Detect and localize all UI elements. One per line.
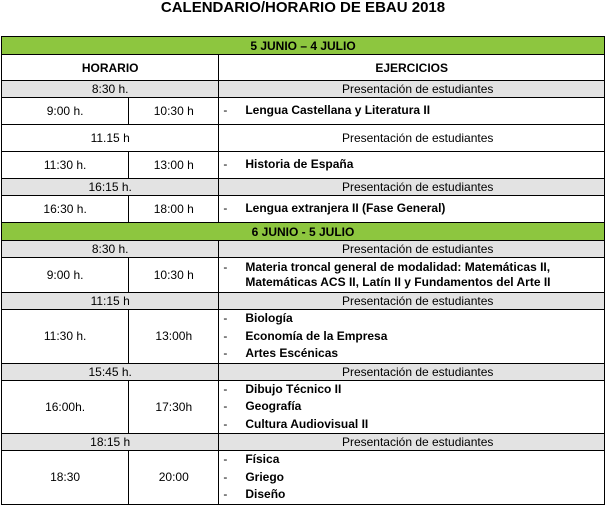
exam-end-time: 13:00h xyxy=(129,310,219,364)
schedule-table xyxy=(1,36,605,505)
presentation-time: 8:30 h. xyxy=(2,241,219,258)
subject-list xyxy=(219,310,604,363)
exam-start-time: 18:30 xyxy=(2,451,129,505)
presentation-row xyxy=(2,434,605,451)
presentation-text: Presentación de estudiantes xyxy=(219,179,605,196)
page-title: CALENDARIO/HORARIO DE EBAU 2018 xyxy=(160,0,446,16)
subject-name: Física xyxy=(245,452,280,466)
presentation-text: Presentación de estudiantes xyxy=(219,293,605,310)
presentation-time: 11.15 h xyxy=(2,125,219,152)
presentation-text: Presentación de estudiantes xyxy=(219,125,605,152)
exam-subjects xyxy=(219,310,605,364)
exam-end-time: 18:00 h xyxy=(129,196,219,223)
exam-end-time: 10:30 h xyxy=(129,98,219,125)
subject-name: Economía de la Empresa xyxy=(245,328,388,343)
exam-end-time: 13:00 h xyxy=(129,152,219,179)
subject-name: Historia de España xyxy=(245,157,354,172)
subject-name: Geografía xyxy=(245,399,302,413)
presentation-row xyxy=(2,125,605,152)
subject-item xyxy=(219,345,604,363)
exam-subjects xyxy=(219,451,605,505)
exam-row xyxy=(2,98,605,125)
block-header: 6 JUNIO - 5 JULIO xyxy=(2,223,605,241)
column-header-ejercicios: EJERCICIOS xyxy=(219,55,605,81)
block-header-row xyxy=(2,37,605,55)
subject-dash: - xyxy=(223,452,228,466)
subject-dash: - xyxy=(223,260,228,274)
subject-item xyxy=(219,381,604,399)
presentation-time: 16:15 h. xyxy=(2,179,219,196)
exam-row xyxy=(2,196,605,223)
subject-dash: - xyxy=(223,346,228,360)
subject-item xyxy=(219,451,604,469)
exam-start-time: 11:30 h. xyxy=(2,310,129,364)
subject-item xyxy=(219,102,604,120)
block-header: 5 JUNIO – 4 JULIO xyxy=(2,37,605,55)
presentation-text: Presentación de estudiantes xyxy=(219,241,605,258)
subject-dash: - xyxy=(223,487,228,501)
presentation-time: 11:15 h xyxy=(2,293,219,310)
subject-name: Artes Escénicas xyxy=(245,346,339,360)
exam-row xyxy=(2,258,605,293)
block-header-row xyxy=(2,223,605,241)
presentation-row xyxy=(2,241,605,258)
subject-dash: - xyxy=(223,157,228,172)
subject-list xyxy=(219,381,604,434)
exam-start-time: 16:00h. xyxy=(2,380,129,434)
subject-list xyxy=(219,451,604,504)
presentation-row xyxy=(2,81,605,98)
presentation-row xyxy=(2,363,605,380)
subject-item xyxy=(219,416,604,434)
subject-item xyxy=(219,486,604,504)
subject-list xyxy=(219,260,604,290)
subject-name: Cultura Audiovisual II xyxy=(245,416,369,431)
exam-row xyxy=(2,152,605,179)
subject-item xyxy=(219,469,604,487)
exam-subjects xyxy=(219,196,605,223)
column-header-row xyxy=(2,55,605,81)
presentation-row xyxy=(2,179,605,196)
subject-dash: - xyxy=(223,103,228,118)
presentation-text: Presentación de estudiantes xyxy=(219,81,605,98)
subject-name: Griego xyxy=(245,469,285,484)
subject-item xyxy=(219,310,604,328)
presentation-text: Presentación de estudiantes xyxy=(219,434,605,451)
subject-name: Dibujo Técnico II xyxy=(245,381,342,396)
subject-list xyxy=(219,156,604,174)
exam-row xyxy=(2,310,605,364)
exam-start-time: 11:30 h. xyxy=(2,152,129,179)
presentation-time: 8:30 h. xyxy=(2,81,219,98)
subject-list xyxy=(219,200,604,218)
presentation-text: Presentación de estudiantes xyxy=(219,363,605,380)
exam-end-time: 20:00 xyxy=(129,451,219,505)
presentation-time: 15:45 h. xyxy=(2,363,219,380)
exam-end-time: 10:30 h xyxy=(129,258,219,293)
subject-dash: - xyxy=(223,328,228,343)
exam-subjects xyxy=(219,380,605,434)
exam-start-time: 9:00 h. xyxy=(2,258,129,293)
exam-subjects xyxy=(219,258,605,293)
exam-row xyxy=(2,451,605,505)
subject-item xyxy=(219,156,604,174)
exam-start-time: 16:30 h. xyxy=(2,196,129,223)
exam-subjects xyxy=(219,152,605,179)
exam-end-time: 17:30h xyxy=(129,380,219,434)
subject-dash: - xyxy=(223,381,228,396)
subject-dash: - xyxy=(223,469,228,484)
column-header-horario: HORARIO xyxy=(2,55,219,81)
exam-subjects xyxy=(219,98,605,125)
subject-dash: - xyxy=(223,416,228,431)
subject-item xyxy=(219,260,604,290)
exam-row xyxy=(2,380,605,434)
subject-dash: - xyxy=(223,201,228,216)
subject-item xyxy=(219,200,604,218)
subject-name: Lengua extranjera II (Fase General) xyxy=(245,201,446,216)
subject-dash: - xyxy=(223,311,228,325)
subject-name: Biología xyxy=(245,311,293,325)
subject-name: Lengua Castellana y Literatura II xyxy=(245,103,431,118)
exam-start-time: 9:00 h. xyxy=(2,98,129,125)
presentation-time: 18:15 h xyxy=(2,434,219,451)
subject-item xyxy=(219,328,604,346)
subject-list xyxy=(219,102,604,120)
subject-name: Materia troncal general de modalidad: Matemáticas II, Matemáticas ACS II, Latín II y Fundamentos del Arte II xyxy=(245,260,551,289)
subject-name: Diseño xyxy=(245,487,286,501)
subject-dash: - xyxy=(223,399,228,413)
presentation-row xyxy=(2,293,605,310)
subject-item xyxy=(219,398,604,416)
